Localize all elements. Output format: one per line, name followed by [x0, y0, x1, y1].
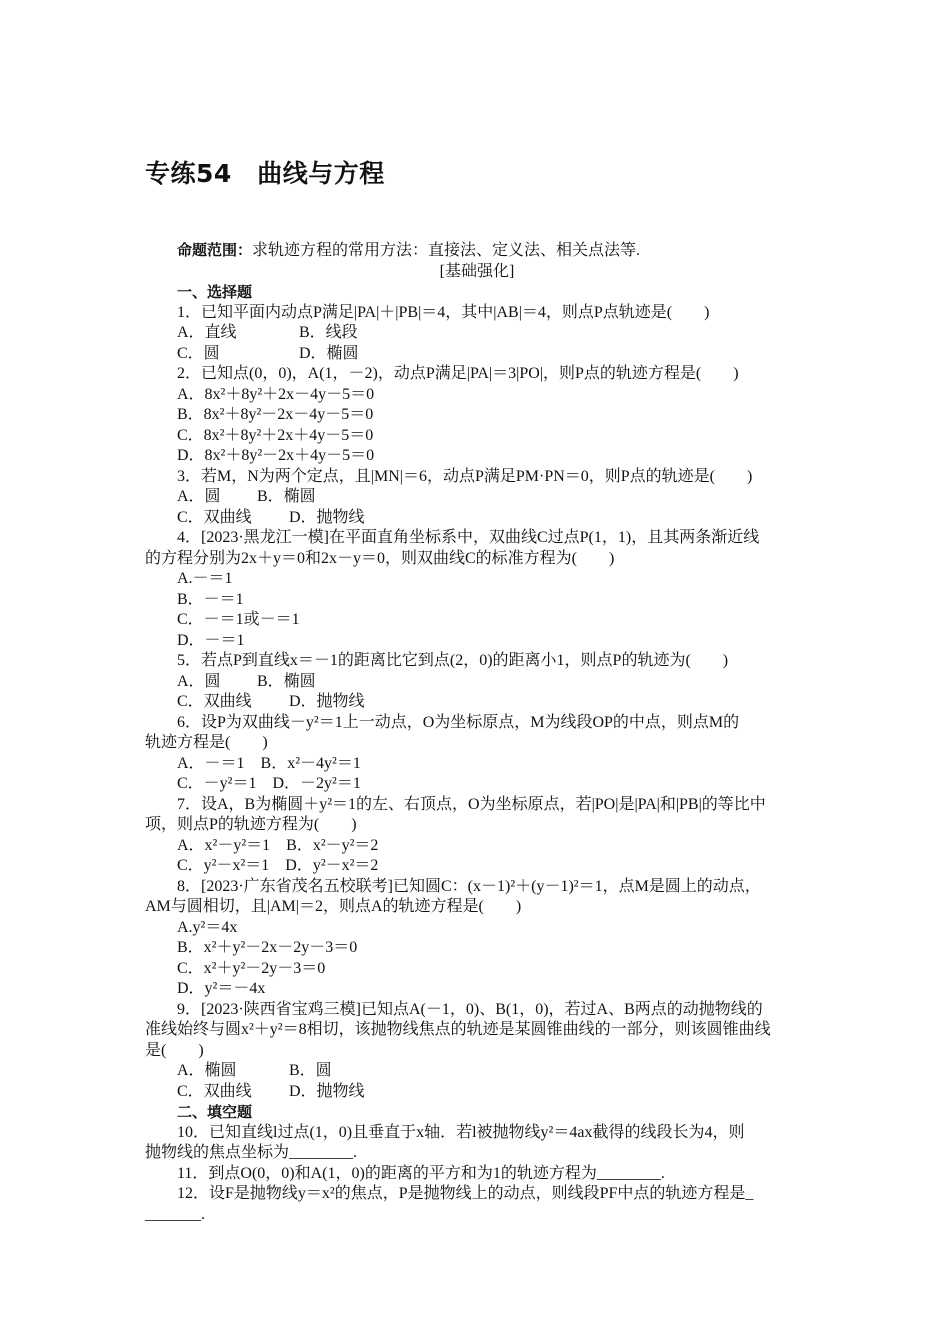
question-12-stem-1: 12．设F是抛物线y＝x²的焦点，P是抛物线上的动点，则线段PF中点的轨迹方程是_	[177, 1185, 754, 1202]
question-5-stem: 5．若点P到直线x＝－1的距离比它到点(2，0)的距离小1，则点P的轨迹为( )	[177, 652, 729, 669]
option-c: C．圆	[177, 344, 220, 362]
option-a: A.－＝1	[177, 570, 233, 587]
option-d: D．抛物线	[289, 693, 365, 710]
option-a: A．圆	[177, 488, 221, 505]
option-b: B．x²＋y²－2x－2y－3＝0	[177, 939, 358, 956]
question-4-stem-2: 的方程分别为2x＋y＝0和2x－y＝0，则双曲线C的标准方程为( )	[145, 549, 615, 567]
option-d: D．8x²＋8y²－2x＋4y－5＝0	[177, 447, 375, 464]
option-d: D．－＝1	[177, 631, 245, 649]
option-c: C．－＝1或－＝1	[177, 611, 300, 628]
question-4-stem-1: 4．[2023·黑龙江一模]在平面直角坐标系中，双曲线C过点P(1，1)，且其两条渐近线	[177, 529, 760, 546]
question-5-options-cd	[145, 692, 809, 713]
question-12-stem-2: _______.	[145, 1205, 205, 1223]
option-d: D．椭圆	[299, 344, 359, 362]
question-7-options-cd: C．y²－x²＝1 D．y²－x²＝2	[177, 857, 379, 874]
option-d: D．抛物线	[289, 508, 365, 526]
question-8-stem-2: AM与圆相切，且|AM|＝2，则点A的轨迹方程是( )	[145, 898, 522, 915]
question-1-options-ab	[145, 323, 809, 344]
question-10-stem-2: 抛物线的焦点坐标为________.	[145, 1144, 358, 1161]
question-6-stem-2: 轨迹方程是( )	[145, 734, 268, 751]
section-heading-fill: 二、填空题	[177, 1103, 253, 1121]
option-a: A．8x²＋8y²＋2x－4y－5＝0	[177, 385, 375, 403]
question-7-stem-1: 7．设A，B为椭圆＋y²＝1的左、右顶点，O为坐标原点，若|PO|是|PA|和|PB|的等比中	[177, 795, 766, 813]
option-c: C．8x²＋8y²＋2x＋4y－5＝0	[177, 426, 374, 444]
option-c: C．x²＋y²－2y－3＝0	[177, 959, 326, 977]
option-d: D．y²＝－4x	[177, 980, 266, 997]
question-9-options-cd	[145, 1082, 809, 1103]
scope-label: 命题范围：	[177, 241, 253, 259]
question-3-options-cd	[145, 508, 809, 529]
scope-line	[145, 240, 809, 262]
option-c: C．双曲线	[177, 508, 252, 526]
document-body	[145, 240, 809, 1225]
question-1-options-cd	[145, 344, 809, 365]
question-9-stem-3: 是( )	[145, 1041, 204, 1059]
question-2-stem: 2．已知点(0，0)，A(1，－2)，动点P满足|PA|＝3|PO|，则P点的轨迹方程是( )	[177, 365, 739, 382]
section-heading-choice: 一、选择题	[177, 283, 253, 301]
question-6-stem-1: 6．设P为双曲线－y²＝1上一动点，O为坐标原点，M为线段OP的中点，则点M的	[177, 713, 740, 731]
option-a: A．圆	[177, 672, 221, 690]
option-b: B．圆	[289, 1062, 332, 1079]
question-9-stem-2: 准线始终与圆x²＋y²＝8相切，该抛物线焦点的轨迹是某圆锥曲线的一部分，则该圆锥曲线	[145, 1021, 771, 1038]
option-b: B．线段	[299, 324, 358, 341]
option-a: A．椭圆	[177, 1062, 237, 1079]
question-6-options-ab: A．－＝1 B．x²－4y²＝1	[177, 754, 361, 772]
option-c: C．双曲线	[177, 693, 252, 710]
scope-text: 求轨迹方程的常用方法：直接法、定义法、相关点法等.	[252, 242, 641, 259]
question-5-options-ab	[145, 672, 809, 693]
question-9-options-ab	[145, 1061, 809, 1082]
question-3-stem: 3．若M，N为两个定点，且|MN|＝6，动点P满足PM·PN＝0，则P点的轨迹是( )	[177, 467, 753, 485]
question-1-stem: 1．已知平面内动点P满足|PA|＋|PB|＝4，其中|AB|＝4，则点P点轨迹是( )	[177, 303, 710, 321]
question-9-stem-1: 9．[2023·陕西省宝鸡三模]已知点A(－1，0)、B(1，0)，若过A、B两点的动抛物线的	[177, 1000, 763, 1018]
question-8-stem-1: 8．[2023·广东省茂名五校联考]已知圆C：(x－1)²＋(y－1)²＝1，点M是圆上的动点，	[177, 877, 761, 895]
question-7-stem-2: 项，则点P的轨迹方程为( )	[145, 816, 357, 833]
level-heading: [基础强化]	[439, 262, 515, 280]
option-c: C．双曲线	[177, 1082, 252, 1100]
question-10-stem-1: 10．已知直线l过点(1，0)且垂直于x轴．若l被抛物线y²＝4ax截得的线段长为4，则	[177, 1123, 745, 1141]
option-d: D．抛物线	[289, 1082, 365, 1100]
option-a: A.y²＝4x	[177, 918, 238, 936]
question-3-options-ab	[145, 487, 809, 508]
question-11-stem: 11．到点O(0，0)和A(1，0)的距离的平方和为1的轨迹方程为________.	[177, 1164, 665, 1182]
option-b: B．8x²＋8y²－2x－4y－5＝0	[177, 406, 374, 423]
question-7-options-ab: A．x²－y²＝1 B．x²－y²＝2	[177, 836, 379, 854]
option-b: B．椭圆	[257, 672, 316, 690]
option-b: B．－＝1	[177, 590, 244, 608]
page-title: 专练54 曲线与方程	[145, 159, 385, 188]
option-b: B．椭圆	[257, 488, 316, 505]
question-6-options-cd: C．－y²＝1 D．－2y²＝1	[177, 775, 361, 792]
option-a: A．直线	[177, 324, 237, 341]
